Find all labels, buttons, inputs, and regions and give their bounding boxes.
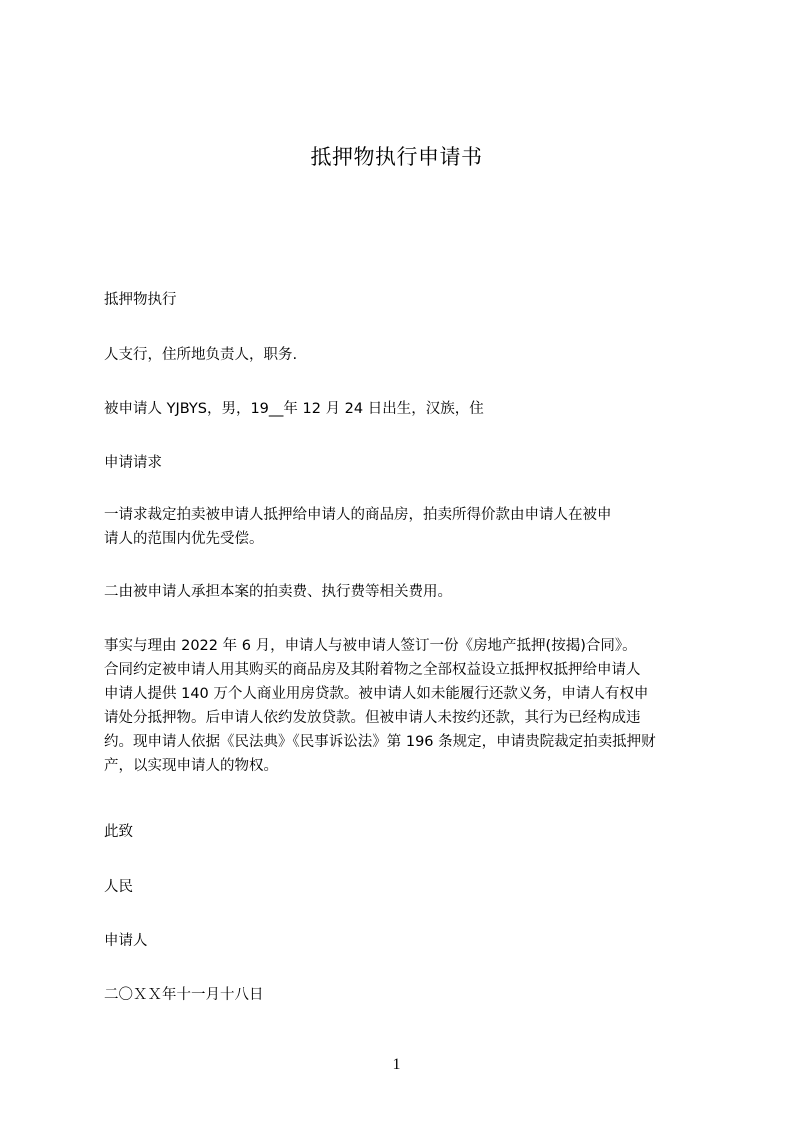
paragraph-line: 一请求裁定拍卖被申请人抵押给申请人的商品房，拍卖所得价款由申请人在被申	[104, 507, 612, 523]
paragraph-line: 产，以实现申请人的物权。	[104, 758, 278, 774]
paragraph-line: 抵押物执行	[104, 292, 177, 308]
paragraph-line: 人民	[104, 879, 133, 895]
paragraph-applicant	[104, 343, 716, 367]
page-number: 1	[392, 1056, 401, 1073]
paragraph-line: 合同约定被申请人用其购买的商品房及其附着物之全部权益设立抵押权抵押给申请人	[104, 662, 641, 678]
paragraph-line: 事实与理由 2022 年 6 月，申请人与被申请人签订一份《房地产抵押(按揭)合同》。	[104, 638, 637, 654]
paragraph-line: 二由被申请人承担本案的拍卖费、执行费等相关费用。	[104, 584, 452, 600]
paragraph-signature	[104, 929, 716, 953]
paragraph-line: 被申请人 YJBYS，男，19__年 12 月 24 日出生，汉族，住	[104, 401, 484, 417]
paragraph-line: 请处分抵押物。后申请人依约发放贷款。但被申请人未按约还款，其行为已经构成违	[104, 710, 641, 726]
paragraph-request-2	[104, 580, 716, 604]
paragraph-line: 请人的范围内优先受偿。	[104, 531, 264, 547]
paragraph-request-heading	[104, 451, 716, 475]
paragraph-line: 人支行，住所地负责人，职务.	[104, 347, 298, 363]
paragraph-line: 此致	[104, 824, 133, 840]
paragraph-facts-reasons	[104, 634, 716, 778]
paragraph-date	[104, 983, 716, 1007]
paragraph-section-heading	[104, 288, 716, 312]
paragraph-line: 申请请求	[104, 455, 162, 471]
paragraph-court	[104, 875, 716, 899]
paragraph-line: 二〇ＸＸ年十一月十八日	[104, 987, 264, 1003]
paragraph-line: 申请人提供 140 万个人商业用房贷款。被申请人如未能履行还款义务，申请人有权申	[104, 686, 649, 702]
paragraph-line: 约。现申请人依据《民法典》《民事诉讼法》第 196 条规定，申请贵院裁定拍卖抵押财	[104, 734, 656, 750]
paragraph-request-1	[104, 503, 716, 551]
paragraph-salutation	[104, 820, 716, 844]
paragraph-respondent	[104, 397, 716, 421]
paragraph-line: 申请人	[104, 933, 148, 949]
document-title: 抵押物执行申请书	[310, 145, 483, 169]
